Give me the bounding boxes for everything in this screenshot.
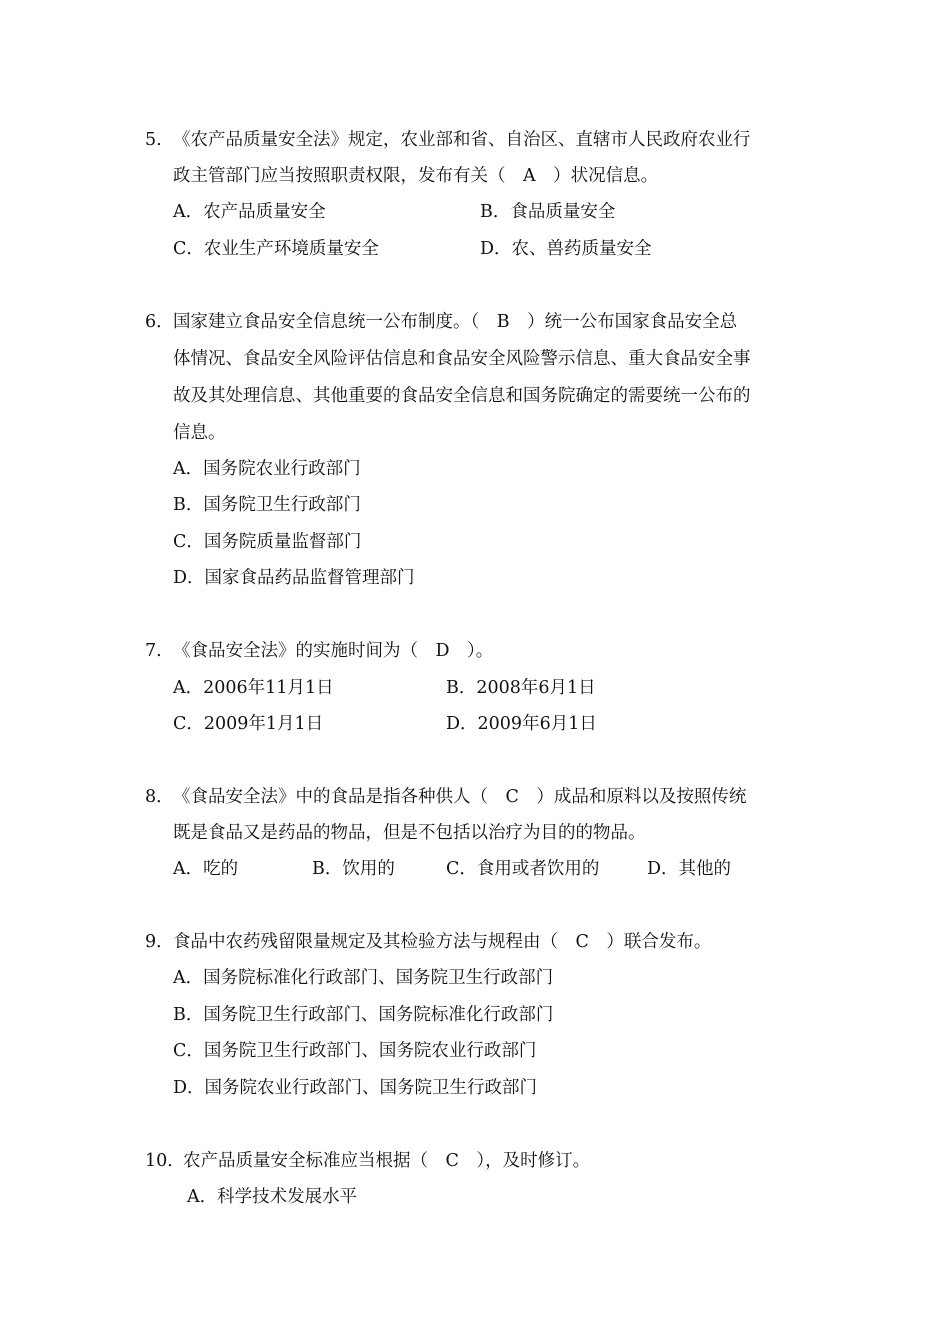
option-d: D．2009年6月1日 (446, 714, 597, 734)
option-a: A．国务院农业行政部门 (173, 459, 361, 479)
question-number: 7. (145, 641, 162, 661)
option-a: A．2006年11月1日 (173, 678, 334, 698)
question-number: 6． (145, 312, 174, 332)
option-d: D．农、兽药质量安全 (480, 239, 652, 259)
question-text: 既是食品又是药品的物品，但是不包括以治疗为目的的物品。 (173, 823, 646, 843)
option-a: A．吃的 (173, 859, 239, 879)
option-a: A．科学技术发展水平 (187, 1187, 358, 1207)
option-c: C．农业生产环境质量安全 (173, 239, 379, 259)
option-b: B．饮用的 (312, 859, 395, 879)
question-text: 食品中农药残留限量规定及其检验方法与规程由（ C ）联合发布。 (173, 932, 712, 952)
option-c: C．食用或者饮用的 (446, 859, 600, 879)
question-number: 8． (145, 787, 174, 807)
question-text: 故及其处理信息、其他重要的食品安全信息和国务院确定的需要统一公布的 (173, 386, 751, 406)
option-b: B．食品质量安全 (480, 202, 616, 222)
option-b: B．国务院卫生行政部门、国务院标准化行政部门 (173, 1005, 554, 1025)
option-b: B．国务院卫生行政部门 (173, 495, 361, 515)
question-text: 《农产品质量安全法》规定，农业部和省、自治区、直辖市人民政府农业行 (173, 130, 751, 150)
option-a: A．国务院标准化行政部门、国务院卫生行政部门 (173, 968, 554, 988)
question-text: 《食品安全法》的实施时间为（ D ）。 (173, 641, 494, 661)
option-b: B．2008年6月1日 (446, 678, 596, 698)
question-number: 10． (145, 1151, 185, 1171)
question-text: 政主管部门应当按照职责权限，发布有关（ A ）状况信息。 (173, 166, 659, 186)
option-c: C．国务院质量监督部门 (173, 532, 362, 552)
question-text: 信息。 (173, 423, 226, 443)
question-text: 国家建立食品安全信息统一公布制度。（ B ）统一公布国家食品安全总 (173, 312, 738, 332)
question-text: 《食品安全法》中的食品是指各种供人（ C ）成品和原料以及按照传统 (173, 787, 747, 807)
option-c: C．2009年1月1日 (173, 714, 324, 734)
question-text: 农产品质量安全标准应当根据（ C ），及时修订。 (183, 1151, 591, 1171)
question-number: 9． (145, 932, 174, 952)
option-a: A．农产品质量安全 (173, 202, 326, 222)
option-d: D．其他的 (647, 859, 732, 879)
option-c: C．国务院卫生行政部门、国务院农业行政部门 (173, 1041, 537, 1061)
question-number: 5. (145, 130, 162, 150)
option-d: D．国务院农业行政部门、国务院卫生行政部门 (173, 1078, 538, 1098)
option-d: D．国家食品药品监督管理部门 (173, 568, 415, 588)
question-text: 体情况、食品安全风险评估信息和食品安全风险警示信息、重大食品安全事 (173, 349, 751, 369)
